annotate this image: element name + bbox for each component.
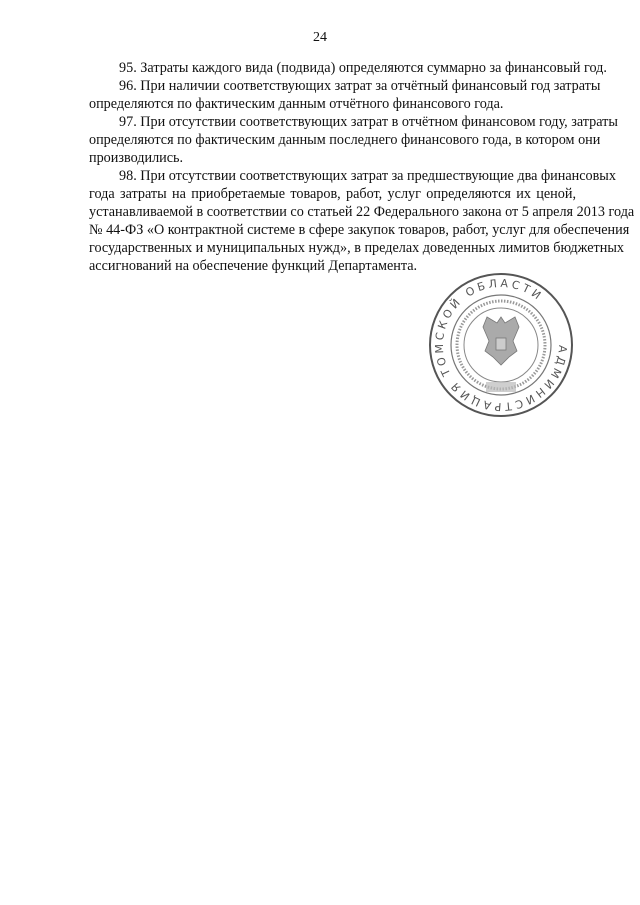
text-line: определяются по фактическим данным последнего финансового года, в котором они [89, 132, 601, 148]
text-line: 97. При отсутствии соответствующих затрат в отчётном финансовом году, затраты [119, 114, 618, 130]
official-seal [428, 272, 574, 418]
text-line: ассигнований на обеспечение функций Департамента. [89, 258, 418, 274]
text-line: устанавливаемой в соответствии со статьей 22 Федерального закона от 5 апреля 2013 года [89, 204, 635, 220]
text-line: года затраты на приобретаемые товаров, работ, услуг определяются их ценой, [89, 186, 576, 202]
paragraph-97 [89, 113, 618, 167]
text-line: 95. Затраты каждого вида (подвида) определяются суммарно за финансовый год. [119, 60, 607, 76]
text-line: № 44-ФЗ «О контрактной системе в сфере закупок товаров, работ, услуг для обеспечения [89, 222, 630, 238]
text-line: государственных и муниципальных нужд», в пределах доведенных лимитов бюджетных [89, 240, 624, 256]
text-line: 96. При наличии соответствующих затрат за отчётный финансовый год затраты [119, 78, 601, 94]
paragraph-98 [89, 167, 635, 275]
coat-of-arms-icon [483, 317, 519, 365]
text-line: определяются по фактическим данным отчётного финансового года. [89, 96, 504, 112]
paragraph-95 [89, 59, 607, 77]
text-line: 98. При отсутствии соответствующих затрат за предшествующие два финансовых [119, 168, 616, 184]
document-body [89, 59, 635, 275]
seal-text: АДМИНИСТРАЦИЯ ТОМСКОЙ ОБЛАСТИ [432, 276, 570, 414]
paragraph-96 [89, 77, 601, 113]
text-line: производились. [89, 150, 184, 166]
page-number: 24 [313, 30, 327, 45]
